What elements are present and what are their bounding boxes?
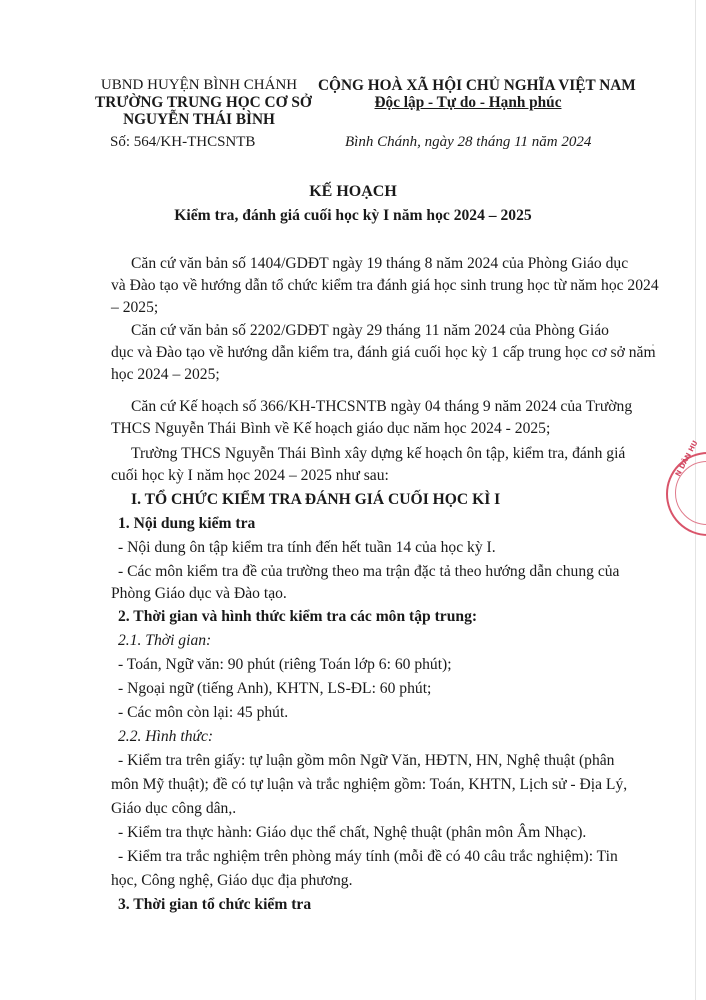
- paragraph-2-line-2: dục và Đào tạo về hướng dẫn kiểm tra, đánh giá cuối học kỳ 1 cấp trung học cơ sở năm: [111, 344, 656, 361]
- paragraph-3-line-2: THCS Nguyễn Thái Bình về Kế hoạch giáo dục năm học 2024 - 2025;: [111, 420, 551, 437]
- header-school-line1: TRƯỜNG TRUNG HỌC CƠ SỞ: [95, 94, 312, 111]
- document-number: Số: 564/KH-THCSNTB: [110, 134, 256, 150]
- time-item-1: - Toán, Ngữ văn: 90 phút (riêng Toán lớp 6: 60 phút);: [118, 656, 452, 673]
- national-motto: Độc lập - Tự do - Hạnh phúc: [374, 94, 562, 111]
- place-date: Bình Chánh, ngày 28 tháng 11 năm 2024: [345, 134, 592, 150]
- format-item-1-line-2: môn Mỹ thuật); đề có tự luận và trắc nghiệm gồm: Toán, KHTN, Lịch sử - Địa Lý,: [111, 776, 628, 793]
- section-1-2-heading: 2. Thời gian và hình thức kiểm tra các môn tập trung:: [118, 608, 478, 625]
- format-item-2: - Kiểm tra thực hành: Giáo dục thể chất, Nghệ thuật (phân môn Âm Nhạc).: [118, 824, 587, 841]
- paragraph-2-line-3: học 2024 – 2025;: [111, 366, 220, 383]
- national-title: CỘNG HOÀ XÃ HỘI CHỦ NGHĨA VIỆT NAM: [318, 77, 636, 94]
- paragraph-1-line-3: – 2025;: [111, 299, 159, 316]
- national-motto-wrap: [318, 94, 618, 111]
- paragraph-4-line-2: cuối học kỳ I năm học 2024 – 2025 như sau:: [111, 467, 389, 484]
- section-1-2-1-heading: 2.1. Thời gian:: [118, 632, 212, 649]
- paragraph-3-line-1: Căn cứ Kế hoạch số 366/KH-THCSNTB ngày 04 tháng 9 năm 2024 của Trường: [131, 398, 633, 415]
- section-1-1-item-2: - Các môn kiểm tra đề của trường theo ma trận đặc tả theo hướng dẫn chung của: [118, 563, 620, 580]
- header-school-line2: NGUYỄN THÁI BÌNH: [123, 111, 275, 128]
- section-1-1-item-1: - Nội dung ôn tập kiểm tra tính đến hết tuần 14 của học kỳ I.: [118, 539, 496, 556]
- paragraph-2-line-1: Căn cứ văn bản số 2202/GDĐT ngày 29 tháng 11 năm 2024 của Phòng Giáo: [131, 322, 609, 339]
- section-1-2-2-heading: 2.2. Hình thức:: [118, 728, 214, 745]
- header-district: UBND HUYỆN BÌNH CHÁNH: [100, 77, 298, 93]
- official-seal: [666, 439, 706, 536]
- section-1-3-heading: 3. Thời gian tổ chức kiểm tra: [118, 896, 312, 913]
- paragraph-4-line-1: Trường THCS Nguyễn Thái Bình xây dựng kế hoạch ôn tập, kiểm tra, đánh giá: [131, 445, 626, 462]
- document-title: KẾ HOẠCH: [309, 183, 397, 200]
- format-item-3-line-2: học, Công nghệ, Giáo dục địa phương.: [111, 872, 353, 889]
- format-item-1-line-3: Giáo dục công dân,.: [111, 800, 237, 817]
- time-item-2: - Ngoại ngữ (tiếng Anh), KHTN, LS-ĐL: 60 phút;: [118, 680, 432, 697]
- format-item-1-line-1: - Kiểm tra trên giấy: tự luận gồm môn Ngữ Văn, HĐTN, HN, Nghệ thuật (phân: [118, 752, 615, 769]
- section-1-1-item-2-cont: Phòng Giáo dục và Đào tạo.: [111, 585, 287, 602]
- time-item-3: - Các môn còn lại: 45 phút.: [118, 704, 289, 721]
- paragraph-1-line-2: và Đào tạo về hướng dẫn tổ chức kiểm tra đánh giá học sinh trung học từ năm học 2024: [111, 277, 659, 294]
- section-1-1-heading: 1. Nội dung kiểm tra: [118, 515, 256, 532]
- format-item-3-line-1: - Kiểm tra trắc nghiệm trên phòng máy tính (mỗi đề có 40 câu trắc nghiệm): Tin: [118, 848, 618, 865]
- paragraph-1-line-1: Căn cứ văn bản số 1404/GDĐT ngày 19 tháng 8 năm 2024 của Phòng Giáo dục: [131, 255, 629, 272]
- document-subtitle: Kiểm tra, đánh giá cuối học kỳ I năm học 2024 – 2025: [174, 207, 532, 224]
- section-1-heading: I. TỔ CHỨC KIỂM TRA ĐÁNH GIÁ CUỐI HỌC KÌ I: [131, 491, 501, 508]
- official-seal-text: N DÂN HU: [674, 439, 700, 478]
